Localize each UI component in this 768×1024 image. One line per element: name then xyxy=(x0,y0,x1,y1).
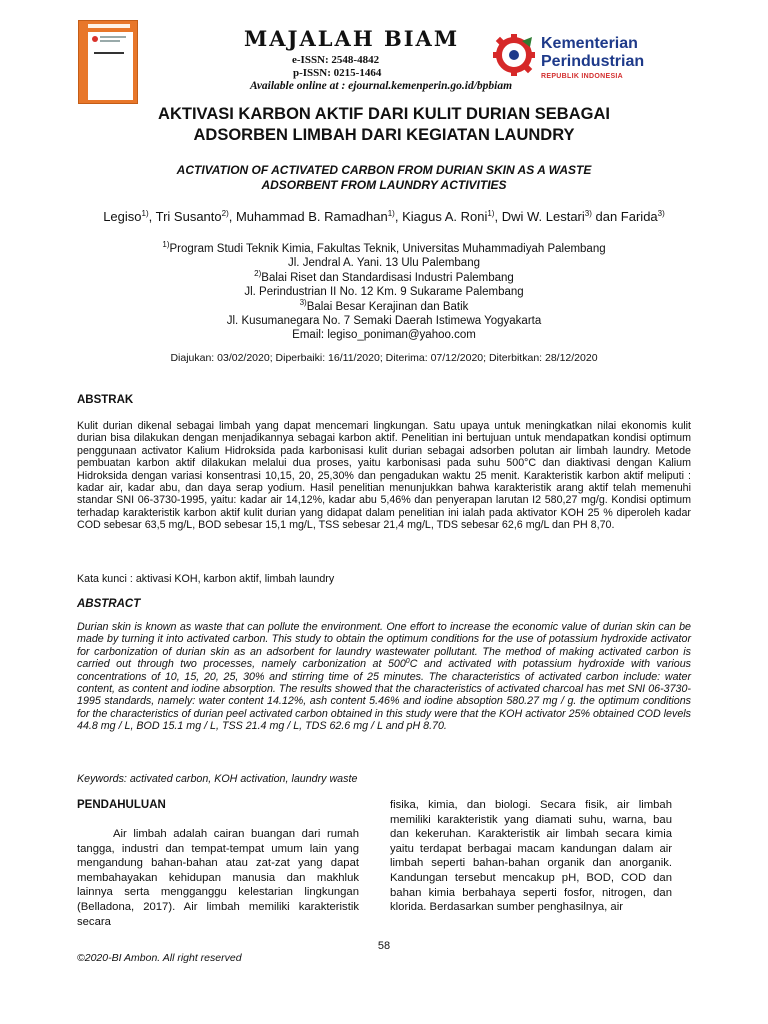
author-affil-mark: 1) xyxy=(487,209,495,218)
pendahuluan-left-column xyxy=(77,827,359,929)
abstract-text-part1: Durian skin is known as waste that can pollute the environment. One effort to increase the economic value of durian skin can be made by turning it into activated carbon. This study to obtain the optimum conditions for the use of potassium hydroxide activator for carbonization of durian skin as an adsorbent for laundry wastewater pollutant. The method of making activated carbon is carried out through two processes, namely carbonization at 500 xyxy=(77,621,691,671)
affiliation-mark: 1) xyxy=(162,240,170,249)
affiliation-text: Balai Besar Kerajinan dan Batik xyxy=(306,300,469,313)
author-affil-mark: 2) xyxy=(221,209,229,218)
author-affil-mark: 1) xyxy=(387,209,395,218)
pissn: p-ISSN: 0215-1464 xyxy=(293,67,382,79)
affiliations xyxy=(80,242,688,343)
author-affil-mark: 3) xyxy=(584,209,592,218)
submission-dates: Diajukan: 03/02/2020; Diperbaiki: 16/11/2020; Diterima: 07/12/2020; Diterbitkan: 28/12/2020 xyxy=(170,352,598,364)
contact-email: Email: legiso_poniman@yahoo.com xyxy=(292,329,476,342)
affiliation-mark: 3) xyxy=(299,297,307,307)
cover-title-bar xyxy=(94,52,124,54)
author-name: , Muhammad B. Ramadhan xyxy=(228,209,388,224)
kemenperin-gear-logo-icon xyxy=(492,33,536,77)
cover-inner xyxy=(88,32,133,100)
paper-title-indonesian xyxy=(80,104,688,146)
degree-mark: 0 xyxy=(405,658,410,666)
author-name: , Tri Susanto xyxy=(148,209,222,224)
affiliation-line xyxy=(80,297,688,314)
page-number: 58 xyxy=(377,940,391,952)
keywords: Keywords: activated carbon, KOH activation, laundry waste xyxy=(77,773,358,785)
author-name: , Kiagus A. Roni xyxy=(394,209,488,224)
author-name: Legiso xyxy=(103,209,142,224)
affiliation-text: Program Studi Teknik Kimia, Fakultas Teknik, Universitas Muhammadiyah Palembang xyxy=(169,243,606,255)
eissn: e-ISSN: 2548-4842 xyxy=(292,54,380,66)
title-en-line1: ACTIVATION OF ACTIVATED CARBON FROM DURIAN SKIN AS A WASTE xyxy=(176,163,592,177)
affiliation-line: Jl. Jendral A. Yani. 13 Ulu Palembang xyxy=(288,257,480,270)
pendahuluan-paragraph: fisika, kimia, dan biologi. Secara fisik, air limbah memiliki karakteristik yang diamati suhu, warna, bau dan kekeruhan. Karakteristik air limbah secara kimia yaitu terdapat berbagai macam kandungan dalam air limbah seperti bahan-bahan organik dan anorganik. Kandungan tersebut mencakup pH, BOD, COD dan bahan kimia berbahaya seperti fosfor, nitrogen, dan klorida. Berdasarkan sumber penghasilnya, air xyxy=(390,799,672,914)
pendahuluan-heading: PENDAHULUAN xyxy=(77,799,166,811)
kata-kunci: Kata kunci : aktivasi KOH, karbon aktif, limbah laundry xyxy=(77,573,335,585)
paper-title-english xyxy=(80,163,688,192)
author-affil-mark: 1) xyxy=(141,209,149,218)
cover-line xyxy=(100,36,126,38)
pendahuluan-paragraph: Air limbah adalah cairan buangan dari rumah tangga, industri dan tempat-tempat umum lain yang mengandung bahan-bahan atau zat-zat yang dapat membahayakan kehidupan manusia dan makhluk lainnya serta mengganggu kelestarian lingkungan (Belladona, 2017). Air limbah memiliki karakteristik secara xyxy=(77,828,359,928)
cover-line xyxy=(100,40,120,42)
author-name: dan Farida xyxy=(591,209,658,224)
cover-logo-dot xyxy=(92,36,98,42)
abstract-heading: ABSTRACT xyxy=(77,598,141,610)
ministry-name-line2: Perindustrian xyxy=(541,53,645,70)
ministry-country: REPUBLIK INDONESIA xyxy=(541,73,624,80)
affiliation-mark: 2) xyxy=(254,268,262,278)
author-name: , Dwi W. Lestari xyxy=(494,209,585,224)
authors xyxy=(96,209,672,225)
abstrak-heading: ABSTRAK xyxy=(77,394,134,406)
journal-title: MAJALAH BIAM xyxy=(244,26,460,51)
cover-strip xyxy=(88,24,130,28)
copyright-footer: ©2020-BI Ambon. All right reserved xyxy=(77,952,242,964)
author-affil-mark: 3) xyxy=(657,209,665,218)
affiliation-line xyxy=(80,242,688,256)
affiliation-line xyxy=(80,268,688,285)
abstract-text-part2: C and activated with potassium hydroxide with various concentrations of 10, 15, 20, 25, 30% and stirring time of 25 minutes. The characteristics of activated carbon include: water content, as content and iodine absorption. The results showed that the characteristics of activated charcoal has met SNI 06-3730-1995 standards, namely: water content 14.12%, ash content 5.46% and iodine absoption 580.27 mg / g. the optimum conditions for the characteristics of durian peel activated carbon obtained in this study were that the KOH activator 25% obtained COD levels 44.8 mg / L, BOD 15.1 mg / L, TSS 21.4 mg / L, TDS 62.6 mg / L and pH 8.70. xyxy=(77,658,691,733)
title-en-line2: ADSORBENT FROM LAUNDRY ACTIVITIES xyxy=(261,177,507,192)
abstract-body xyxy=(77,621,691,733)
title-id-line2: ADSORBEN LIMBAH DARI KEGIATAN LAUNDRY xyxy=(193,126,575,144)
abstrak-body: Kulit durian dikenal sebagai limbah yang dapat mencemari lingkungan. Satu upaya untuk meningkatkan nilai ekonomis kulit durian bisa dilakukan dengan menjadikannya sebagai karbon aktif. Penelitian ini bertujuan untuk mendapatkan kondisi optimum penggunaan activator Kalium Hidroksida pada karbonisasi kulit durian sebagai adsorben polutan air limbah laundry. Metode pembuatan karbon aktif dilakukan melalui dua proses, yaitu karbonisasi pada suhu 500°C dan diaktivasi dengan Kalium Hidroksida dengan variasi konsentrasi 10,15, 20, 25,30% dan pengadukan waktu 25 menit. Karakteristik karbon aktif meliputi : kadar air, kadar abu, dan daya serap yodium. Hasil penelitian menunjukkan bahwa karakteristik arang aktif telah memenuhi standar SNI 06-3730-1995, yaitu: kadar air 14,12%, kadar abu 5,46% dan penyerapan larutan I2 580,27 mg/g. Kondisi optimum terhadap karakteristik karbon aktif kulit durian yang didapat dalam penelitian ini ialah pada aktivator KOH 25 % diperoleh kadar COD sebesar 63,5 mg/L, BOD sebesar 15,1 mg/L, TSS sebesar 21,4 mg/L, TDS sebesar 62,6 mg/L dan PH 8,70. xyxy=(77,420,691,532)
title-id-line1: AKTIVASI KARBON AKTIF DARI KULIT DURIAN SEBAGAI xyxy=(158,105,610,123)
pendahuluan-right-column xyxy=(390,798,672,915)
affiliation-line: Jl. Kusumanegara No. 7 Semaki Daerah Istimewa Yogyakarta xyxy=(226,315,542,328)
affiliation-line: Jl. Perindustrian II No. 12 Km. 9 Sukarame Palembang xyxy=(244,286,524,299)
online-availability: Available online at : ejournal.kemenperin.go.id/bpbiam xyxy=(250,80,513,92)
journal-cover-thumbnail-icon xyxy=(78,20,138,104)
ministry-name-line1: Kementerian xyxy=(541,35,638,52)
affiliation-text: Balai Riset dan Standardisasi Industri Palembang xyxy=(261,271,514,284)
